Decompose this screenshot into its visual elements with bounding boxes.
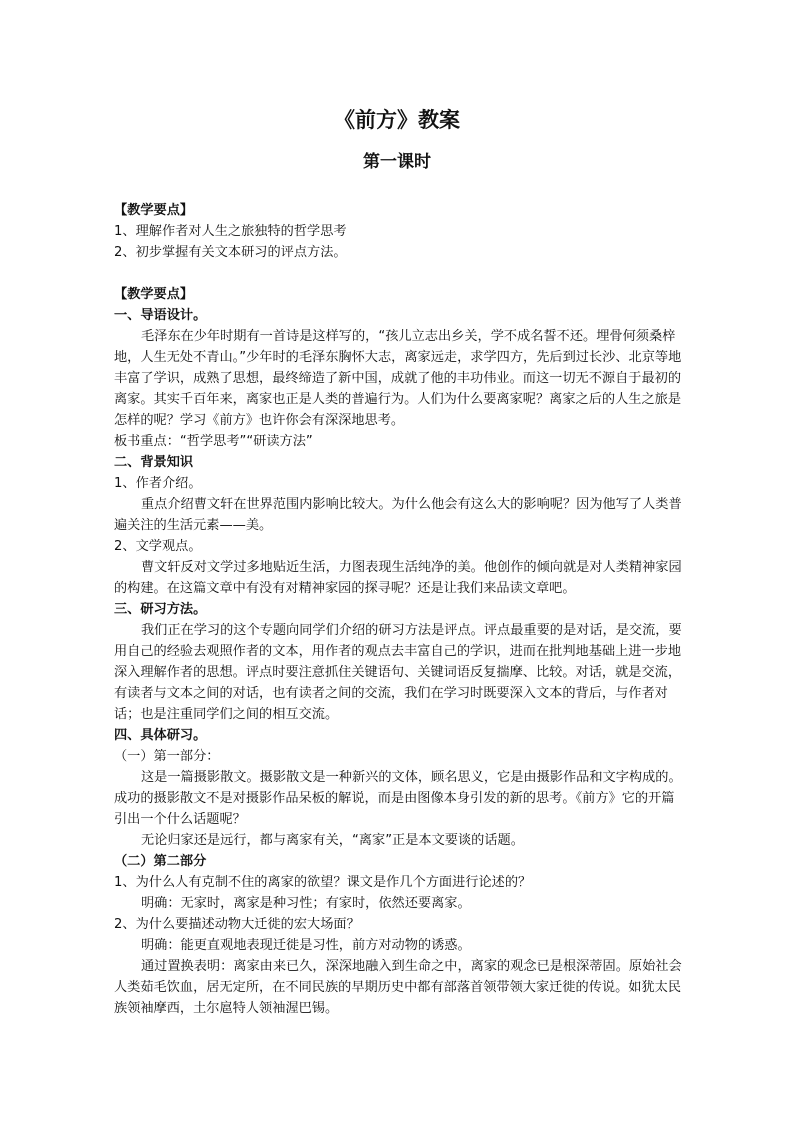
section-heading: 三、研习方法。 [114,602,207,617]
section-heading: 一、导语设计。 [114,308,207,323]
section-heading: （二）第二部分 [114,854,207,869]
paragraph: （一）第一部分： [114,749,220,764]
paragraph: 明确：无家时，离家是种习性；有家时，依然还要离家。 [141,896,471,911]
paragraph: 重点介绍曹文轩在世界范围内影响比较大。为什么他会有这么大的影响呢？因为他写了人类普遍关注的生活元素——美。 [114,497,682,533]
paragraph: 明确：能更直观地表现迁徙是习性，前方对动物的诱惑。 [141,938,471,953]
paragraph: 无论归家还是远行，都与离家有关，“离家”正是本文要谈的话题。 [141,833,524,848]
paragraph: 2、为什么要描述动物大迁徙的宏大场面？ [114,917,360,932]
paragraph: 2、文学观点。 [114,539,202,554]
paragraph: 2、初步掌握有关文本研习的评点方法。 [114,245,347,260]
section-heading: 四、具体研习。 [114,728,207,743]
document-title: 《前方》教案 [334,107,460,132]
paragraph: 通过置换表明：离家由来已久，深深地融入到生命之中，离家的观念已是根深蒂固。原始社会人类茹毛饮血，居无定所，在不同民族的早期历史中都有部落首领带领大家迁徙的传说。如犹太民族领袖摩西，土尔扈特人领袖渥巴锡。 [114,959,682,1016]
paragraph: 我们正在学习的这个专题向同学们介绍的研习方法是评点。评点最重要的是对话，是交流，要用自己的经验去观照作者的文本，用作者的观点去丰富自己的学识，进而在批判地基础上进一步地深入理解作者的思想。评点时要注意抓住关键语句、关键词语反复揣摩、比较。对话，就是交流，有读者与文本之间的对话，也有读者之间的交流，我们在学习时既要深入文本的背后，与作者对话；也是注重同学们之间的相互交流。 [114,623,682,722]
paragraph: 1、为什么人有克制不住的离家的欲望？课文是作几个方面进行论述的？ [114,875,532,890]
section-heading: 二、背景知识 [114,455,194,470]
paragraph: 这是一篇摄影散文。摄影散文是一种新兴的文体，顾名思义，它是由摄影作品和文字构成的。成功的摄影散文不是对摄影作品呆板的解说，而是由图像本身引发的新的思考。《前方》它的开篇引出一个什么话题呢？ [114,770,682,827]
section-heading: 【教学要点】 [114,287,194,302]
document-subtitle: 第一课时 [363,152,431,172]
paragraph: 板书重点：“哲学思考”“研读方法” [114,434,313,449]
paragraph: 毛泽东在少年时期有一首诗是这样写的，“孩儿立志出乡关，学不成名誓不还。埋骨何须桑梓地，人生无处不青山。”少年时的毛泽东胸怀大志，离家远走，求学四方，先后到过长沙、北京等地丰富了学识，成熟了思想，最终缔造了新中国，成就了他的丰功伟业。而这一切无不源自于最初的离家。其实千百年来，离家也正是人类的普遍行为。人们为什么要离家呢？离家之后的人生之旅是怎样的呢？学习《前方》也许你会有深深地思考。 [114,329,682,428]
section-heading: 【教学要点】 [114,203,194,218]
paragraph: 1、理解作者对人生之旅独特的哲学思考 [114,224,347,239]
paragraph: 曹文轩反对文学过多地贴近生活，力图表现生活纯净的美。他创作的倾向就是对人类精神家园的构建。在这篇文章中有没有对精神家园的探寻呢？还是让我们来品读文章吧。 [114,560,682,596]
blank-line [114,263,684,284]
paragraph: 1、作者介绍。 [114,476,202,491]
document-body [114,200,684,1019]
